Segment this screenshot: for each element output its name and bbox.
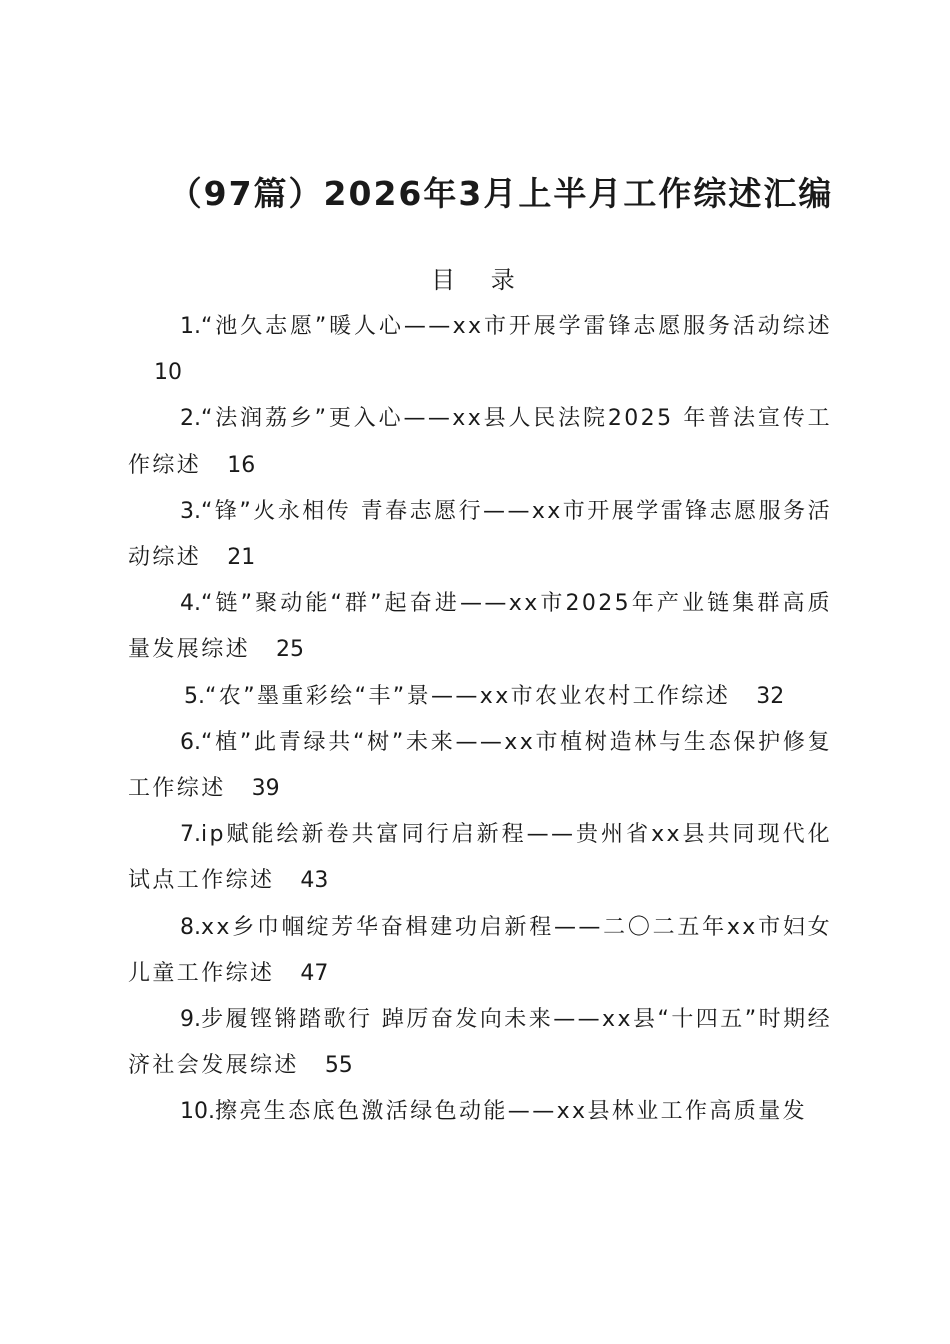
toc-entry-number: 3. <box>180 498 201 524</box>
toc-entry-page: 10 <box>154 360 182 386</box>
table-of-contents <box>128 304 832 1136</box>
toc-entry-page: 32 <box>756 683 785 709</box>
toc-entry-number: 1. <box>180 314 201 339</box>
toc-entry-number: 2. <box>180 406 201 432</box>
toc-entry-3[interactable] <box>128 489 832 581</box>
toc-entry-number: 4. <box>180 591 201 617</box>
toc-entry-4[interactable] <box>128 581 832 673</box>
toc-entry-title: “法润荔乡”更入心——xx县人民法院2025 年普法宣传工作综述 <box>128 406 832 478</box>
toc-entry-number: 7. <box>180 822 201 848</box>
toc-entry-10[interactable] <box>128 1089 832 1135</box>
toc-entry-title: “锋”火永相传 青春志愿行——xx市开展学雷锋志愿服务活动综述 <box>128 498 832 571</box>
toc-entry-page: 21 <box>227 545 256 571</box>
toc-entry-number: 5. <box>184 683 205 709</box>
toc-entry-title: xx乡巾帼绽芳华奋楫建功启新程——二〇二五年xx市妇女儿童工作综述 <box>128 914 832 986</box>
toc-entry-9[interactable] <box>128 997 832 1089</box>
toc-entry-title: 步履铿锵踏歌行 踔厉奋发向未来——xx县“十四五”时期经济社会发展综述 <box>128 1007 832 1079</box>
toc-entry-1[interactable] <box>128 304 832 396</box>
toc-entry-page: 43 <box>300 868 329 894</box>
toc-entry-title: “农”墨重彩绘“丰”景——xx市农业农村工作综述 <box>205 683 731 709</box>
toc-entry-5[interactable] <box>128 674 832 720</box>
toc-entry-page: 55 <box>324 1053 353 1079</box>
toc-entry-6[interactable] <box>128 720 832 812</box>
toc-entry-page: 25 <box>276 637 305 663</box>
toc-entry-title: “池久志愿”暖人心——xx市开展学雷锋志愿服务活动综述 <box>201 314 832 339</box>
toc-entry-number: 9. <box>180 1007 201 1033</box>
document-title: （97篇）2026年3月上半月工作综述汇编 <box>168 174 834 213</box>
toc-entry-number: 10. <box>180 1099 215 1125</box>
toc-entry-number: 6. <box>180 729 201 755</box>
toc-entry-title: 擦亮生态底色激活绿色动能——xx县林业工作高质量发 <box>215 1099 808 1125</box>
toc-entry-number: 8. <box>180 914 201 940</box>
toc-entry-title: ip赋能绘新卷共富同行启新程——贵州省xx县共同现代化试点工作综述 <box>128 822 832 894</box>
toc-entry-title: “链”聚动能“群”起奋进——xx市2025年产业链集群高质量发展综述 <box>128 591 832 663</box>
toc-entry-8[interactable] <box>128 905 832 997</box>
toc-entry-title: “植”此青绿共“树”未来——xx市植树造林与生态保护修复工作综述 <box>128 729 832 802</box>
toc-entry-7[interactable] <box>128 812 832 904</box>
toc-entry-2[interactable] <box>128 396 832 488</box>
toc-entry-page: 47 <box>300 960 329 986</box>
toc-heading: 目 录 <box>431 266 529 294</box>
toc-entry-page: 39 <box>251 776 280 802</box>
toc-entry-page: 16 <box>227 452 256 478</box>
